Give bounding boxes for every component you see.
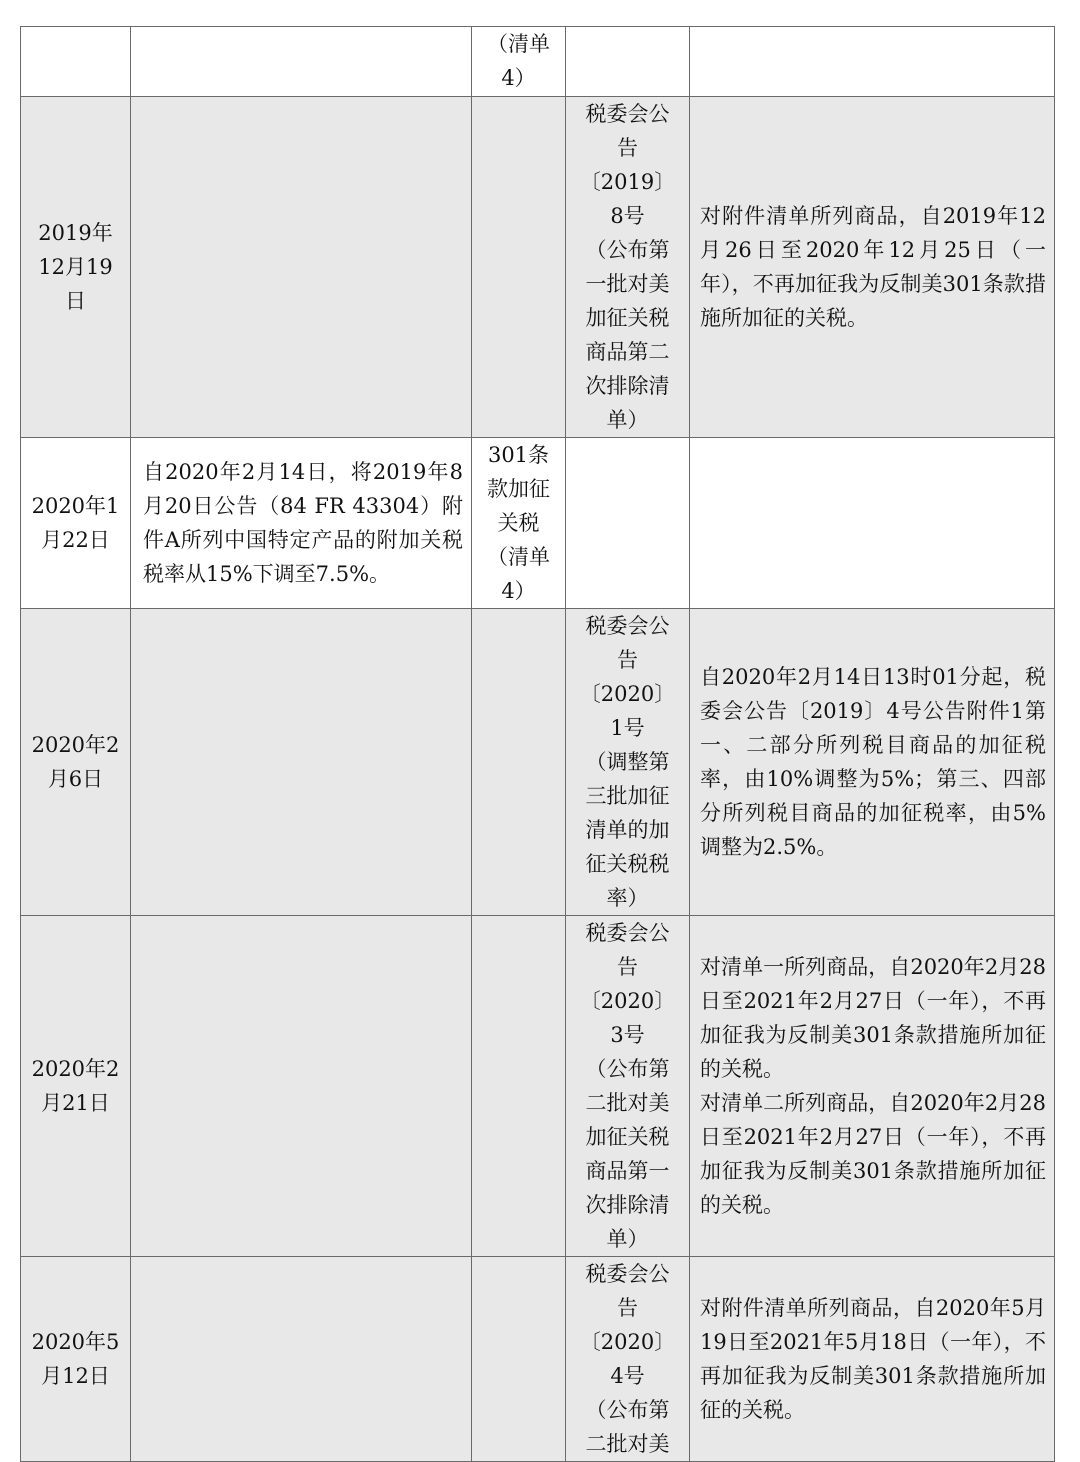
date-cell: 2020年2 月21日	[21, 916, 131, 1257]
cn-action-cell: 对清单一所列商品，自2020年2月28日至2021年2月27日（一年），不再加征我为反制美301条款措施所加征的关税。 对清单二所列商品，自2020年2月28日至2021年2月27日（一年），不再加征我为反制美301条款措施所加征的关税。	[690, 916, 1055, 1257]
tariff-timeline-table	[20, 26, 1055, 1462]
cn-reference-cell	[566, 438, 690, 609]
table-row	[21, 609, 1055, 916]
cn-reference-cell: 税委会公 告〔2020〕 1号 （调整第 三批加征 清单的加 征关税税 率）	[566, 609, 690, 916]
us-action-cell: 自2020年2月14日，将2019年8月20日公告（84 FR 43304）附件A所列中国特定产品的附加关税税率从15%下调至7.5%。	[131, 438, 472, 609]
us-reference-cell	[472, 916, 566, 1257]
date-cell: 2020年2 月6日	[21, 609, 131, 916]
date-cell: 2019年 12月19 日	[21, 97, 131, 438]
us-action-cell	[131, 916, 472, 1257]
cn-action-cell: 自2020年2月14日13时01分起，税委会公告〔2019〕4号公告附件1第一、二部分所列税目商品的加征税率，由10%调整为5%；第三、四部分所列税目商品的加征税率，由5%调整为2.5%。	[690, 609, 1055, 916]
us-action-cell	[131, 97, 472, 438]
us-reference-cell	[472, 1257, 566, 1462]
cn-action-cell: 对附件清单所列商品，自2019年12月26日至2020年12月25日（一年），不再加征我为反制美301条款措施所加征的关税。	[690, 97, 1055, 438]
cn-action-cell	[690, 438, 1055, 609]
table-row	[21, 438, 1055, 609]
date-cell: 2020年1 月22日	[21, 438, 131, 609]
cn-action-cell: 对附件清单所列商品，自2020年5月19日至2021年5月18日（一年），不再加征我为反制美301条款措施所加征的关税。	[690, 1257, 1055, 1462]
table-row	[21, 916, 1055, 1257]
cn-reference-cell: 税委会公 告〔2019〕 8号 （公布第 一批对美 加征关税 商品第二 次排除清 单）	[566, 97, 690, 438]
table-row	[21, 1257, 1055, 1462]
date-cell: 2020年5 月12日	[21, 1257, 131, 1462]
us-reference-cell	[472, 97, 566, 438]
us-reference-cell: （清单 4）	[472, 27, 566, 97]
us-reference-cell: 301条 款加征 关税 （清单 4）	[472, 438, 566, 609]
table-row	[21, 97, 1055, 438]
cn-reference-cell: 税委会公 告〔2020〕 4号 （公布第 二批对美	[566, 1257, 690, 1462]
table-row	[21, 27, 1055, 97]
us-reference-cell	[472, 609, 566, 916]
us-action-cell	[131, 27, 472, 97]
date-cell	[21, 27, 131, 97]
us-action-cell	[131, 1257, 472, 1462]
us-action-cell	[131, 609, 472, 916]
cn-action-cell	[690, 27, 1055, 97]
cn-reference-cell	[566, 27, 690, 97]
cn-reference-cell: 税委会公 告〔2020〕 3号 （公布第 二批对美 加征关税 商品第一 次排除清 单）	[566, 916, 690, 1257]
